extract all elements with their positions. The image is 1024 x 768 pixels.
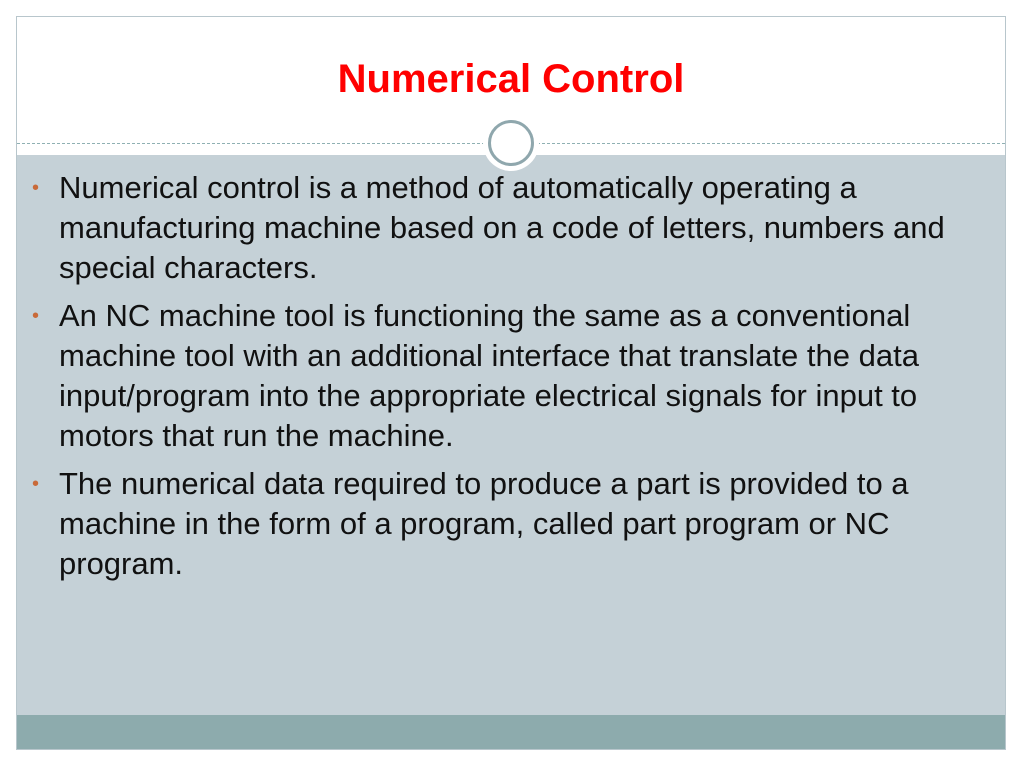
bullet-item [28,464,968,584]
footer-band [17,715,1005,750]
bullet-text: The numerical data required to produce a part is provided to a machine in the form of a program, called part program or NC program. [59,466,909,581]
circle-ornament-icon [483,115,539,171]
circle-ornament-ring [488,120,534,166]
bullet-item [28,168,968,288]
slide-title: Numerical Control [337,57,685,101]
bullet-dot-icon: • [32,473,40,495]
bullet-dot-icon: • [32,305,40,327]
bullet-dot-icon: • [32,177,40,199]
bullet-text: An NC machine tool is functioning the same as a conventional machine tool with an additional interface that translate the data input/program into the appropriate electrical signals for input to motors that run the machine. [59,298,919,453]
bullet-list [28,168,968,592]
bullet-item [28,296,968,456]
bullet-text: Numerical control is a method of automatically operating a manufacturing machine based on a code of letters, numbers and special characters. [59,170,945,285]
